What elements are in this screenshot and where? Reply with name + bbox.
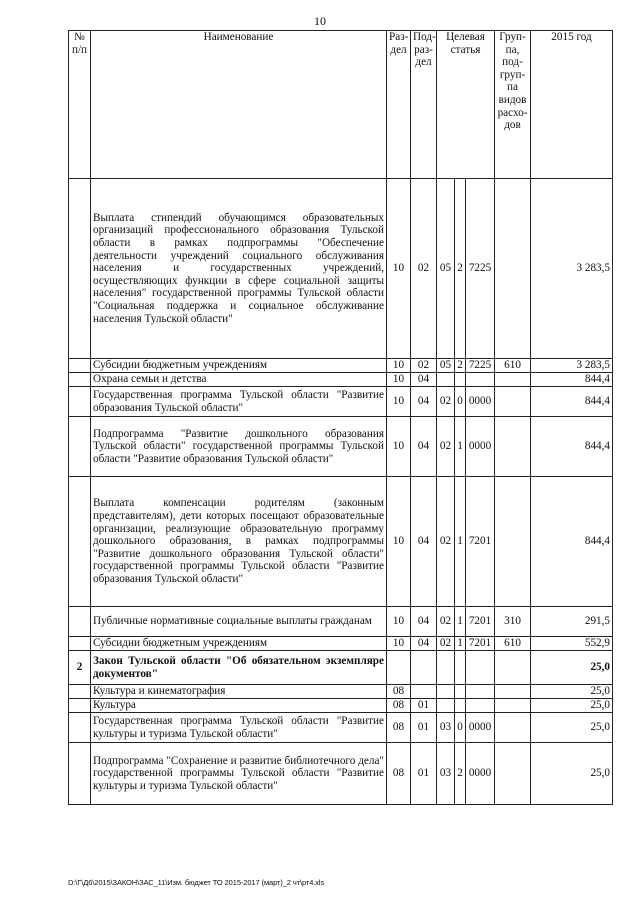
row-num [69,477,91,607]
row-cs-direction: 7201 [466,637,495,651]
row-sum: 25,0 [531,685,613,699]
row-num [69,699,91,713]
row-cs-subprogram [455,651,466,685]
row-sum: 844,4 [531,417,613,477]
row-cs-program: 02 [437,607,455,637]
row-podrazdel: 04 [411,477,437,607]
row-razdel: 10 [387,477,411,607]
row-podrazdel [411,685,437,699]
header-podrazdel: Под- раз- дел [411,31,437,179]
row-expense-type: 310 [495,607,531,637]
row-expense-type: 610 [495,359,531,373]
table-row [69,387,613,417]
row-cs-subprogram [455,699,466,713]
table-row [69,417,613,477]
row-podrazdel: 04 [411,373,437,387]
row-cs-subprogram: 1 [455,637,466,651]
row-sum: 291,5 [531,607,613,637]
row-cs-subprogram: 0 [455,387,466,417]
row-num [69,685,91,699]
table-header-row [69,31,613,179]
row-cs-program: 05 [437,179,455,359]
row-razdel: 10 [387,607,411,637]
row-cs-direction: 7225 [466,359,495,373]
row-cs-subprogram: 0 [455,713,466,743]
row-cs-direction: 0000 [466,743,495,805]
row-podrazdel [411,651,437,685]
table-row [69,607,613,637]
row-cs-subprogram [455,685,466,699]
footer-file-path: D:\Г\Д6\2015\ЗАКОН\ЗАС_11\Изм. бюджет ТО 2015-2017 (март)_2 чт\рт4.xls [68,878,325,887]
table-row [69,713,613,743]
row-cs-program: 02 [437,417,455,477]
row-podrazdel: 01 [411,699,437,713]
row-name: Публичные нормативные социальные выплаты гражданам [91,607,387,637]
row-sum: 25,0 [531,743,613,805]
row-name: Закон Тульской области "Об обязательном экземпляре документов" [91,651,387,685]
row-podrazdel: 01 [411,713,437,743]
row-razdel: 08 [387,685,411,699]
row-cs-program [437,685,455,699]
row-cs-direction: 7201 [466,607,495,637]
row-name: Культура [91,699,387,713]
budget-table [68,30,613,805]
row-cs-subprogram: 1 [455,417,466,477]
row-razdel: 08 [387,699,411,713]
row-expense-type [495,373,531,387]
row-expense-type [495,685,531,699]
table-row [69,359,613,373]
row-sum: 552,9 [531,637,613,651]
row-expense-type [495,743,531,805]
row-expense-type: 610 [495,637,531,651]
table-row [69,651,613,685]
page-number: 10 [314,14,326,28]
table-row [69,179,613,359]
row-name: Подпрограмма "Сохранение и развитие библиотечного дела" государственной программы Тульской области "Развитие культуры и туризма Тульской области" [91,743,387,805]
row-num [69,417,91,477]
header-name: Наименование [91,31,387,179]
row-num [69,607,91,637]
row-podrazdel: 04 [411,387,437,417]
row-cs-subprogram: 1 [455,477,466,607]
header-razdel: Раз- дел [387,31,411,179]
row-sum: 25,0 [531,713,613,743]
row-expense-type [495,179,531,359]
row-cs-program: 02 [437,387,455,417]
row-cs-program: 05 [437,359,455,373]
row-cs-direction: 0000 [466,713,495,743]
row-sum: 844,4 [531,387,613,417]
row-name: Субсидии бюджетным учреждениям [91,359,387,373]
header-target-article: Целевая статья [437,31,495,179]
row-num: 2 [69,651,91,685]
header-expense-type: Груп- па, под- груп- па видов расхо- дов [495,31,531,179]
row-num [69,373,91,387]
row-cs-subprogram [455,373,466,387]
row-name: Субсидии бюджетным учреждениям [91,637,387,651]
row-sum: 25,0 [531,699,613,713]
row-expense-type [495,477,531,607]
row-name: Выплата стипендий обучающимся образовательных организаций профессионального образования Тульской области в рамках подпрограммы "Обеспечение деятельности учреждений социального обслуживания населения и государственных учреждений, осуществляющих функции в сфере социальной защиты населения" государственной программы Тульской области "Социальная поддержка и социальное обслуживание населения Тульской области" [91,179,387,359]
row-sum: 844,4 [531,477,613,607]
row-sum: 844,4 [531,373,613,387]
row-razdel: 10 [387,387,411,417]
row-cs-subprogram: 2 [455,743,466,805]
table-row [69,477,613,607]
row-razdel: 10 [387,637,411,651]
row-cs-program [437,651,455,685]
row-name: Охрана семьи и детства [91,373,387,387]
row-podrazdel: 02 [411,359,437,373]
row-cs-direction: 7201 [466,477,495,607]
row-cs-subprogram: 1 [455,607,466,637]
row-num [69,637,91,651]
table-row [69,685,613,699]
row-num [69,743,91,805]
row-cs-direction: 0000 [466,387,495,417]
header-num: № п/п [69,31,91,179]
row-num [69,179,91,359]
row-razdel [387,651,411,685]
row-cs-program: 03 [437,743,455,805]
row-podrazdel: 04 [411,637,437,651]
row-podrazdel: 04 [411,607,437,637]
row-name: Государственная программа Тульской области "Развитие образования Тульской области" [91,387,387,417]
row-num [69,713,91,743]
row-sum: 25,0 [531,651,613,685]
table-row [69,699,613,713]
table-row [69,743,613,805]
row-sum: 3 283,5 [531,359,613,373]
row-expense-type [495,713,531,743]
row-podrazdel: 01 [411,743,437,805]
row-cs-direction [466,685,495,699]
row-cs-subprogram: 2 [455,179,466,359]
row-razdel: 10 [387,179,411,359]
row-cs-program: 03 [437,713,455,743]
table-row [69,373,613,387]
row-cs-direction: 7225 [466,179,495,359]
row-cs-direction [466,651,495,685]
row-cs-program: 02 [437,637,455,651]
row-expense-type [495,699,531,713]
row-cs-program [437,373,455,387]
row-num [69,359,91,373]
row-num [69,387,91,417]
row-razdel: 08 [387,743,411,805]
header-sum-2015: 2015 год [531,31,613,179]
row-cs-direction [466,699,495,713]
row-cs-direction [466,373,495,387]
row-razdel: 10 [387,359,411,373]
row-cs-program: 02 [437,477,455,607]
row-name: Государственная программа Тульской области "Развитие культуры и туризма Тульской области" [91,713,387,743]
row-razdel: 08 [387,713,411,743]
table-row [69,637,613,651]
row-razdel: 10 [387,373,411,387]
row-name: Выплата компенсации родителям (законным представителям), дети которых посещают образовательные организации, реализующие образовательную программу дошкольного образования, в рамках подпрограммы "Развитие дошкольного образования Тульской области" государственной программы Тульской области "Развитие образования Тульской области" [91,477,387,607]
row-name: Подпрограмма "Развитие дошкольного образования Тульской области" государственной программы Тульской области "Развитие образования Тульской области" [91,417,387,477]
row-cs-direction: 0000 [466,417,495,477]
row-razdel: 10 [387,417,411,477]
row-name: Культура и кинематография [91,685,387,699]
row-podrazdel: 04 [411,417,437,477]
row-expense-type [495,417,531,477]
row-expense-type [495,651,531,685]
row-podrazdel: 02 [411,179,437,359]
row-cs-subprogram: 2 [455,359,466,373]
row-sum: 3 283,5 [531,179,613,359]
row-cs-program [437,699,455,713]
row-expense-type [495,387,531,417]
